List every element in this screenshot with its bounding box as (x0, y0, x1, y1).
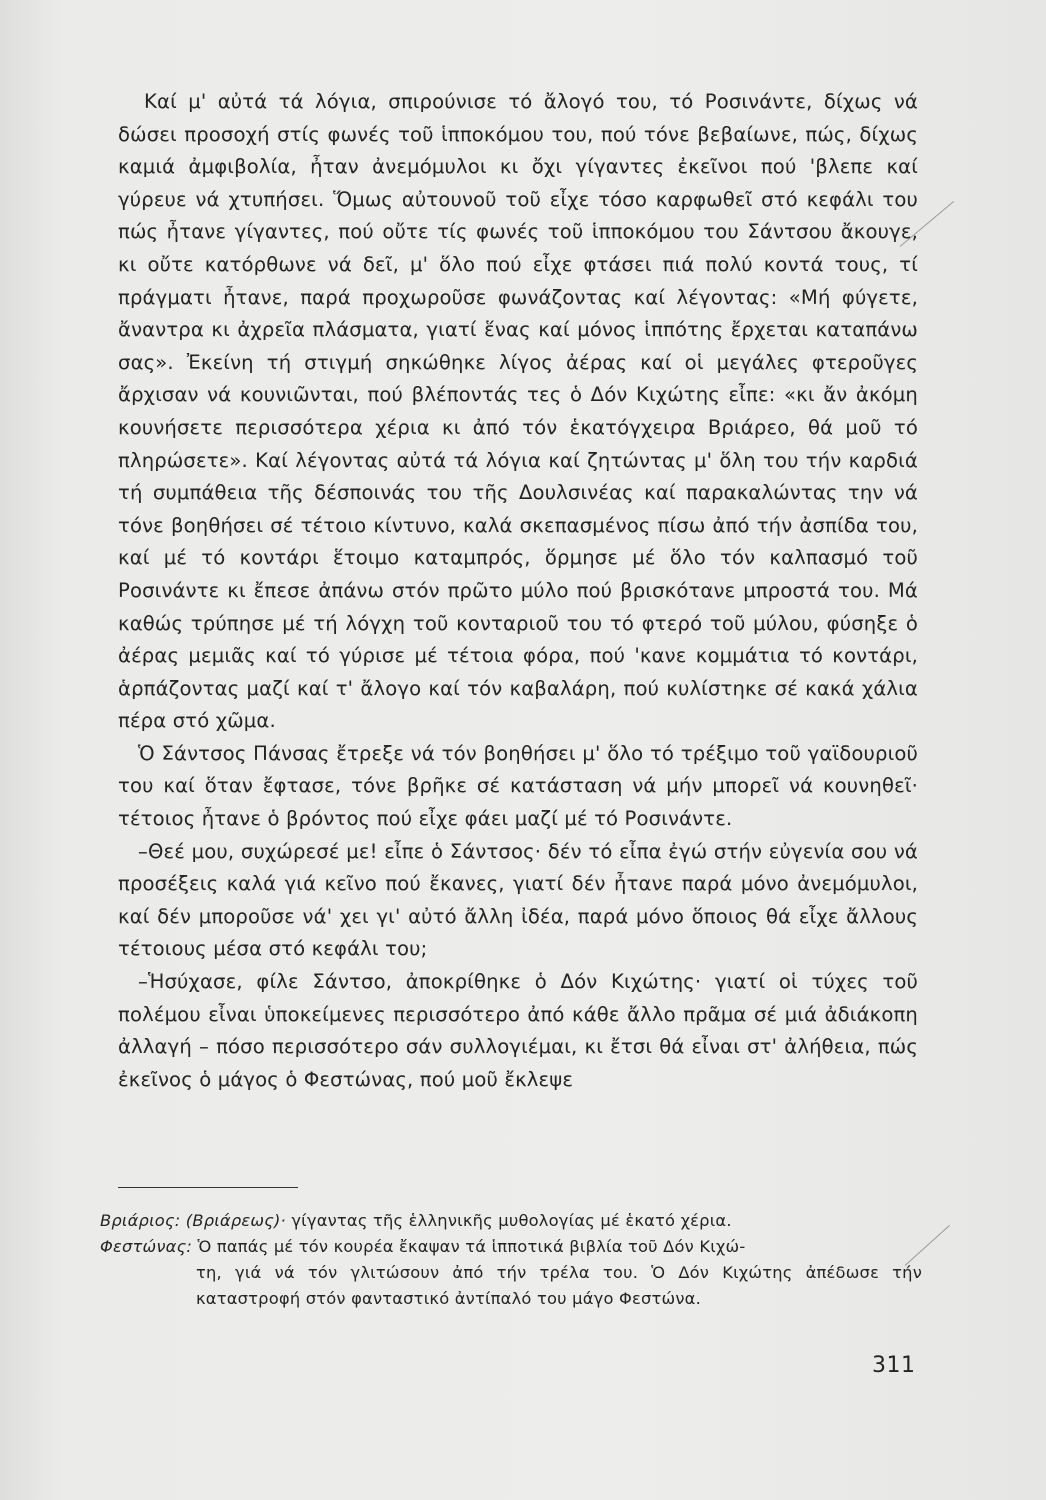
footnote-term: Βριάριος: (Βριάρεως)· (100, 1211, 286, 1230)
footnote-continuation: τη, γιά νά τόν γλιτώσουν ἀπό τήν τρέλα του. Ὁ Δόν Κιχώτης ἀπέδωσε τήν καταστροφή στόν φανταστικό ἀντίπαλό του μάγο Φεστώνα. (196, 1263, 922, 1308)
page-number: 311 (872, 1353, 916, 1378)
footnote-festonas (100, 1234, 922, 1312)
paragraph-1: Καί μ' αὐτά τά λόγια, σπιρούνισε τό ἄλογό του, τό Ροσινάντε, δίχως νά δώσει προσοχή στίς φωνές τοῦ ἱπποκόμου του, πού τόνε βεβαίωνε, πώς, δίχως καμιά ἀμφιβολία, ἦταν ἀνεμόμυλοι κι ὄχι γίγαντες ἐκεῖνοι πού 'βλεπε καί γύρευε νά χτυπήσει. Ὅμως αὐτουνοῦ τοῦ εἶχε τόσο καρφωθεῖ στό κεφάλι του πώς ἦτανε γίγαντες, πού οὔτε τίς φωνές τοῦ ἱπποκόμου του Σάντσου ἄκουγε, κι οὔτε κατόρθωνε νά δεῖ, μ' ὅλο πού εἶχε φτάσει πιά πολύ κοντά τους, τί πράγματι ἦτανε, παρά προχωροῦσε φωνάζοντας καί λέγοντας: «Μή φύγετε, ἄναντρα κι ἀχρεῖα πλάσματα, γιατί ἕνας καί μόνος ἱππότης ἔρχεται καταπάνω σας». Ἐκείνη τή στιγμή σηκώθηκε λίγος ἀέρας καί οἱ μεγάλες φτεροῦγες ἄρχισαν νά κουνιῶνται, πού βλέποντάς τες ὁ Δόν Κιχώτης εἶπε: «κι ἄν ἀκόμη κουνήσετε περισσότερα χέρια κι ἀπό τόν ἑκατόγχειρα Βριάρεο, θά μοῦ τό πληρώσετε». Καί λέγοντας αὐτά τά λόγια καί ζητώντας μ' ὅλη του τήν καρδιά τή συμπάθεια τῆς δέσποινάς του τῆς Δουλσινέας καί παρακαλώντας την νά τόνε βοηθήσει σέ τέτοιο κίντυνο, καλά σκεπασμένος πίσω ἀπό τήν ἀσπίδα του, καί μέ τό κοντάρι ἕτοιμο καταμπρός, ὅρμησε μέ ὅλο τόν καλπασμό τοῦ Ροσινάντε κι ἔπεσε ἀπάνω στόν πρῶτο μύλο πού βρισκότανε μπροστά του. Μά καθώς τρύπησε μέ τή λόγχη τοῦ κονταριοῦ του τό φτερό τοῦ μύλου, φύσηξε ὁ ἀέρας μεμιᾶς καί τό γύρισε μέ τέτοια φόρα, πού 'κανε κομμάτια τό κοντάρι, ἁρπάζοντας μαζί καί τ' ἄλογο καί τόν καβαλάρη, πού κυλίστηκε σέ κακά χάλια πέρα στό χῶμα. (118, 90, 918, 733)
paragraph-3: –Θεέ μου, συχώρεσέ με! εἶπε ὁ Σάντσος· δέν τό εἶπα ἐγώ στήν εὐγενία σου νά προσέξεις καλά γιά κεῖνο πού ἔκανες, γιατί δέν ἦτανε παρά μόνο ἀνεμόμυλοι, καί δέν μποροῦσε νά' χει γι' αὐτό ἄλλη ἰδέα, παρά μόνο ὅποιος θά εἶχε ἄλλους τέτοιους μέσα στό κεφάλι του; (118, 839, 918, 961)
main-text (118, 86, 918, 1096)
footnote-briareos (100, 1208, 922, 1234)
footnote-term: Φεστώνας: (100, 1237, 193, 1256)
footnote-text: γίγαντας τῆς ἑλληνικῆς μυθολογίας μέ ἑκατό χέρια. (291, 1211, 732, 1230)
footnote-separator (118, 1187, 298, 1188)
paragraph-2: Ὁ Σάντσος Πάνσας ἔτρεξε νά τόν βοηθήσει μ' ὅλο τό τρέξιμο τοῦ γαϊδουριοῦ του καί ὅταν ἔφτασε, τόνε βρῆκε σέ κατάσταση νά μήν μπορεῖ νά κουνηθεῖ· τέτοιος ἦτανε ὁ βρόντος πού εἶχε φάει μαζί μέ τό Ροσινάντε. (118, 741, 918, 831)
footnotes (100, 1208, 922, 1312)
paragraph-4: –Ἡσύχασε, φίλε Σάντσο, ἀποκρίθηκε ὁ Δόν Κιχώτης· γιατί οἱ τύχες τοῦ πολέμου εἶναι ὑποκείμενες περισσότερο ἀπό κάθε ἄλλο πρᾶμα σέ μιά ἀδιάκοπη ἀλλαγή – πόσο περισσότερο σάν συλλογιέμαι, κι ἔτσι θά εἶναι στ' ἀλήθεια, πώς ἐκεῖνος ὁ μάγος ὁ Φεστώνας, πού μοῦ ἔκλεψε (118, 970, 918, 1091)
footnote-text: Ὁ παπάς μέ τόν κουρέα ἔκαψαν τά ἱπποτικά βιβλία τοῦ Δόν Κιχώ- (197, 1237, 746, 1256)
